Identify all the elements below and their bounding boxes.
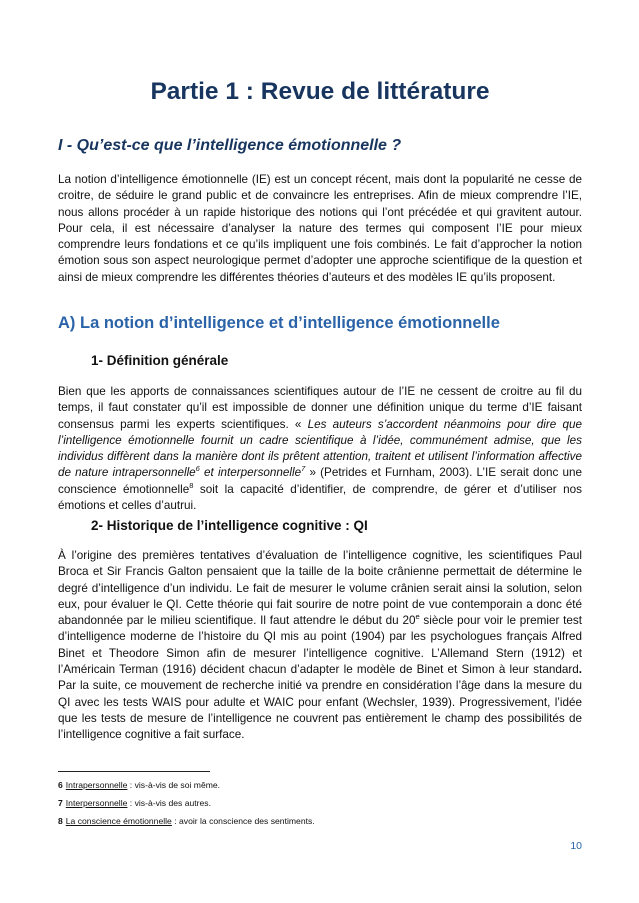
- intro-paragraph: La notion d’intelligence émotionnelle (IE) est un concept récent, mais dont la popularité ne cesse de croitre, de séduire le grand public et de convaincre les entreprises. Afin de mieux comprendre l’IE, nous allons procéder à un rapide historique des notions qui l’ont précédée et qui gravitent autour. Pour cela, il est nécessaire d’analyser la nature des termes qui composent l’IE pour mieux comprendre leurs fondations et ce qu’ils impliquent une fois combinés. Le fait d’approcher la notion émotion sous son aspect neurologique permet d’adopter une approche scientifique de la question et ainsi de mieux comprendre les différentes théories d’auteurs et des modèles IE qu’ils proposent.: [58, 173, 582, 284]
- bold-period: .: [578, 663, 582, 677]
- footnote-7: 7 Interpersonnelle : vis-à-vis des autres.: [58, 798, 211, 808]
- page-number: 10: [570, 840, 582, 852]
- history-heading: 2- Historique de l’intelligence cognitive : QI: [91, 518, 368, 533]
- definition-heading: 1- Définition générale: [91, 353, 229, 368]
- footnote-ref-7: 7: [301, 464, 306, 474]
- footnote-8: 8 La conscience émotionnelle : avoir la conscience des sentiments.: [58, 816, 315, 826]
- section-heading-intelligence-emotionnelle: I - Qu’est-ce que l’intelligence émotionnelle ?: [58, 137, 402, 154]
- definition-paragraph: [58, 384, 582, 514]
- definition-quote: Les auteurs s’accordent néanmoins pour dire que l’intelligence émotionnelle fournit un cadre scientifique à l’idée, communément admise, que les individus diffèrent dans la manière dont ils prêtent attention, traitent et utilisent l’information affective de nature intrapersonnelle$^6$ et interpersonnelle$^7$: [58, 417, 582, 480]
- footnote-6: 6 Intrapersonnelle : vis-à-vis de soi même.: [58, 780, 221, 790]
- definition-lead-text: Bien que les apports de connaissances scientifiques autour de l’IE ne cessent de croitre au fil du temps, il faut constater qu’il est impossible de donner une définition unique du terme d’IE faisant consensus parmi les experts scientifiques. «: [58, 385, 582, 431]
- footnote-ref-6: 6: [195, 464, 200, 474]
- history-paragraph: À l’origine des premières tentatives d’évaluation de l’intelligence cognitive, les scientifiques Paul Broca et Sir Francis Galton pensaient que la taille de la boite crânienne permettait de détermine le degré d’intelligence d’un individu. Le fait de mesurer le volume crânien serait ainsi la solution, selon eux, pour évaluer le QI. Cette théorie qui fait sourire de notre point de vue contemporain a donc été abandonnée par le milieu scientifique. Il faut attendre le début du 20e siècle pour voir le premier test d’intelligence moderne de l’histoire du QI mis au point (1904) par les psychologues français Alfred Binet et Theodore Simon afin de mesurer l’intelligence cognitive. L’Allemand Stern (1912) et l’Américain Terman (1916) décident chacun d’adapter le modèle de Binet et Simon à leur standard. Par la suite, ce mouvement de recherche initié va prendre en considération l’âge dans la mesure du QI avec les tests WAIS pour adulte et WAIC pour enfant (Wechsler, 1939). Progressivement, l’idée que les tests de mesure de l’intelligence ne couvrent pas entièrement le champ des possibilités de l’intelligence cognitive a fait surface.: [58, 549, 582, 742]
- definition-mid-text: » (Petrides et Furnham, 2003). L’IE serait donc une conscience émotionnelle: [58, 466, 582, 496]
- subsection-heading-a: A) La notion d’intelligence et d’intelligence émotionnelle: [58, 314, 500, 332]
- definition-tail-text: soit la capacité d’identifier, de comprendre, de gérer et d’utiliser nos émotions et celles d’autrui.: [58, 482, 582, 513]
- century-superscript: e: [415, 612, 420, 622]
- footnote-divider: [58, 771, 210, 772]
- page-title: Partie 1 : Revue de littérature: [150, 78, 490, 105]
- footnote-ref-8: 8: [189, 480, 194, 490]
